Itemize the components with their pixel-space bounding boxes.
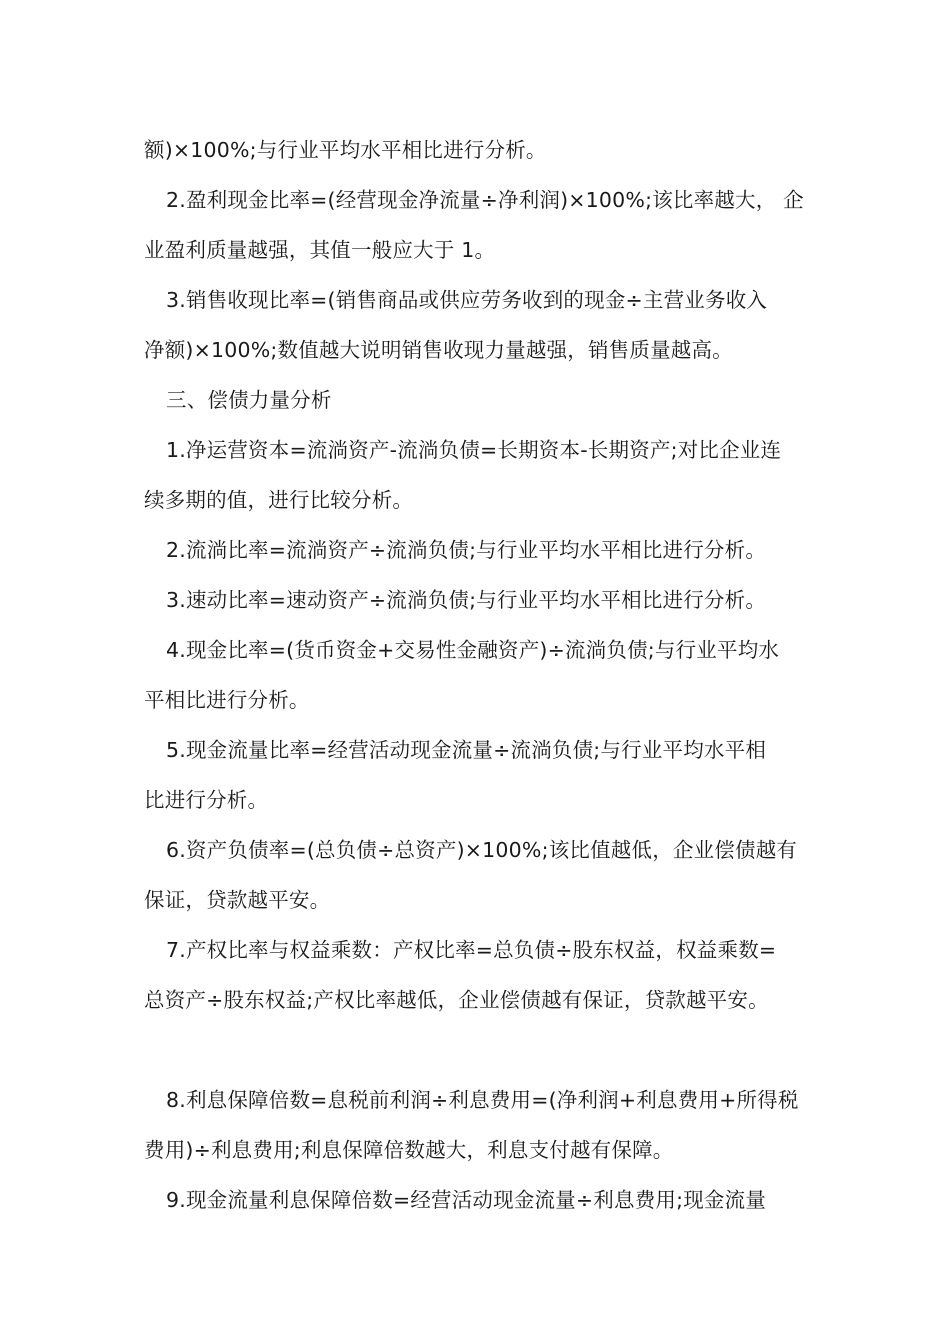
text-line-1: 额)×100%;与行业平均水平相比进行分析。 [144, 138, 547, 162]
text-line-16: 保证，贷款越平安。 [144, 888, 331, 912]
text-line-7: 1.净运营资本=流淌资产-流淌负债=长期资本-长期资产;对比企业连 [166, 438, 782, 462]
text-line-8: 续多期的值，进行比较分析。 [144, 488, 414, 512]
text-line-12: 平相比进行分析。 [144, 688, 310, 712]
text-line-14: 比进行分析。 [144, 788, 269, 812]
text-line-4: 3.销售收现比率=(销售商品或供应劳务收到的现金÷主营业务收入 [166, 288, 768, 312]
text-line-11: 4.现金比率=(货币资金+交易性金融资产)÷流淌负债;与行业平均水 [166, 638, 780, 662]
section-heading: 三、偿债力量分析 [166, 388, 332, 412]
text-line-15: 6.资产负债率=(总负债÷总资产)×100%;该比值越低，企业偿债越有 [166, 838, 798, 862]
text-line-3: 业盈利质量越强，其值一般应大于 1。 [144, 238, 496, 262]
text-line-5: 净额)×100%;数值越大说明销售收现力量越强，销售质量越高。 [144, 338, 733, 362]
text-line-21: 9.现金流量利息保障倍数=经营活动现金流量÷利息费用;现金流量 [166, 1188, 767, 1212]
text-line-20: 费用)÷利息费用;利息保障倍数越大，利息支付越有保障。 [144, 1138, 674, 1162]
text-line-2: 2.盈利现金比率=(经营现金净流量÷净利润)×100%;该比率越大， 企 [166, 188, 804, 212]
text-line-10: 3.速动比率=速动资产÷流淌负债;与行业平均水平相比进行分析。 [166, 588, 767, 612]
text-line-13: 5.现金流量比率=经营活动现金流量÷流淌负债;与行业平均水平相 [166, 738, 767, 762]
text-line-18: 总资产÷股东权益;产权比率越低，企业偿债越有保证，贷款越平安。 [144, 988, 769, 1012]
text-line-9: 2.流淌比率=流淌资产÷流淌负债;与行业平均水平相比进行分析。 [166, 538, 767, 562]
text-line-19: 8.利息保障倍数=息税前利润÷利息费用=(净利润+利息费用+所得税 [166, 1088, 799, 1112]
text-line-17: 7.产权比率与权益乘数：产权比率=总负债÷股东权益，权益乘数= [166, 938, 777, 962]
